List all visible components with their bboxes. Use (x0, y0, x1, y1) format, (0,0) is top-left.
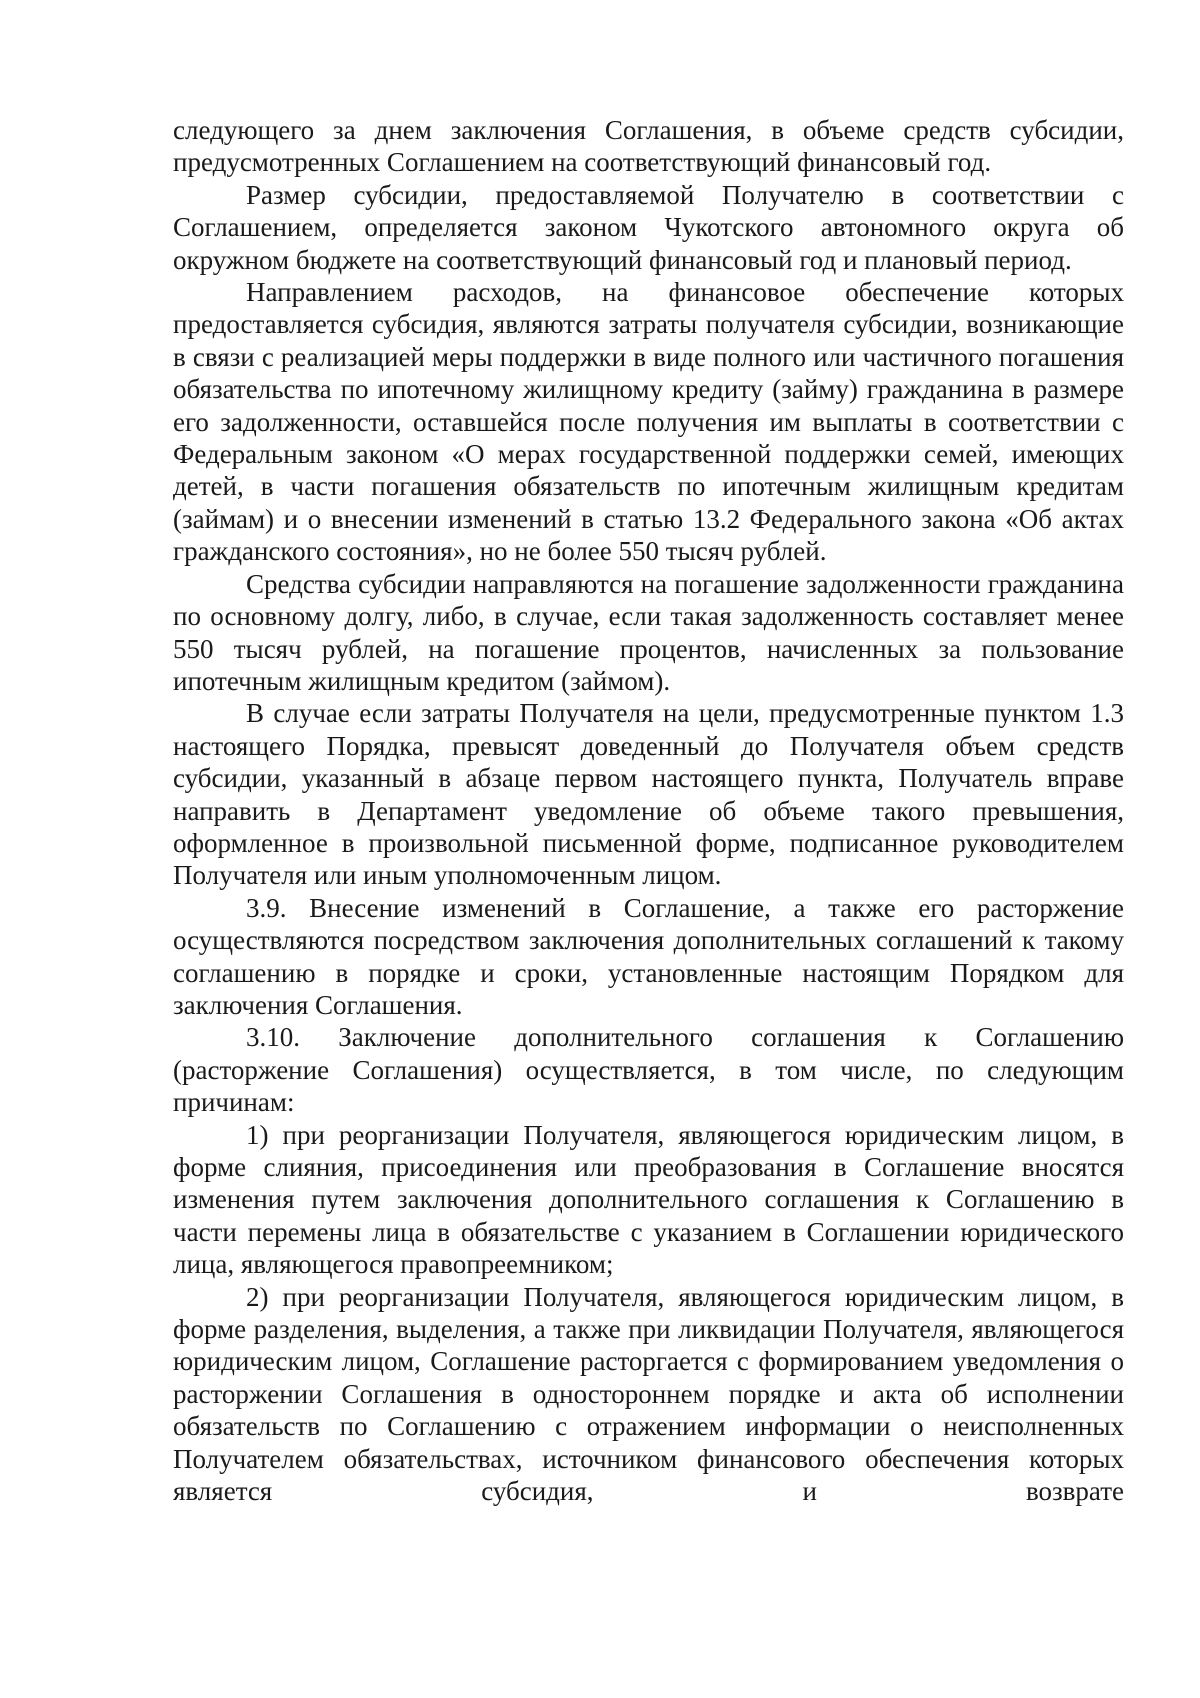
list-item-1: 1) при реорганизации Получателя, являющегося юридическим лицом, в форме слияния, присоединения или преобразования в Соглашение вносятся изменения путем заключения дополнительного соглашения к Соглашению в части перемены лица в обязательстве с указанием в Соглашении юридического лица, являющегося правопреемником; (173, 1119, 1124, 1280)
paragraph-continuation: следующего за днем заключения Соглашения, в объеме средств субсидии, предусмотренных Соглашением на соответствующий финансовый год. (173, 115, 1124, 178)
paragraph-3-9: 3.9. Внесение изменений в Соглашение, а также его расторжение осуществляются посредством заключения дополнительных соглашений к такому соглашению в порядке и сроки, установленные настоящим Порядком для заключения Соглашения. (173, 892, 1124, 1020)
paragraph-expense-direction: Направлением расходов, на финансовое обеспечение которых предоставляется субсидия, являются затраты получателя субсидии, возникающие в связи с реализацией меры поддержки в виде полного или частичного погашения обязательства по ипотечному жилищному кредиту (займу) гражданина в размере его задолженности, оставшейся после получения им выплаты в соответствии с Федеральным законом «О мерах государственной поддержки семей, имеющих детей, в части погашения обязательств по ипотечным жилищным кредитам (займам) и о внесении изменений в статью 13.2 Федерального закона «Об актах гражданского состояния», но не более 550 тысяч рублей. (173, 277, 1124, 567)
document-body (173, 114, 1124, 1507)
paragraph-subsidy-funds: Средства субсидии направляются на погашение задолженности гражданина по основному долгу, либо, в случае, если такая задолженность составляет менее 550 тысяч рублей, на погашение процентов, начисленных за пользование ипотечным жилищным кредитом (займом). (173, 568, 1124, 696)
paragraph-excess-costs: В случае если затраты Получателя на цели, предусмотренные пунктом 1.3 настоящего Порядка, превысят доведенный до Получателя объем средств субсидии, указанный в абзаце первом настоящего пункта, Получатель вправе направить в Департамент уведомление об объеме такого превышения, оформленное в произвольной письменной форме, подписанное руководителем Получателя или иным уполномоченным лицом. (173, 698, 1124, 891)
list-item-2: 2) при реорганизации Получателя, являющегося юридическим лицом, в форме разделения, выделения, а также при ликвидации Получателя, являющегося юридическим лицом, Соглашение расторгается с формированием уведомления о расторжении Соглашения в одностороннем порядке и акта об исполнении обязательств по Соглашению с отражением информации о неисполненных Получателем обязательствах, источником финансового обеспечения которых является субсидия, и возврате (173, 1281, 1124, 1507)
paragraph-3-10: 3.10. Заключение дополнительного соглашения к Соглашению (расторжение Соглашения) осуществляется, в том числе, по следующим причинам: (173, 1022, 1124, 1118)
paragraph-subsidy-size: Размер субсидии, предоставляемой Получателю в соответствии с Соглашением, определяется законом Чукотского автономного округа об окружном бюджете на соответствующий финансовый год и плановый период. (173, 179, 1124, 275)
